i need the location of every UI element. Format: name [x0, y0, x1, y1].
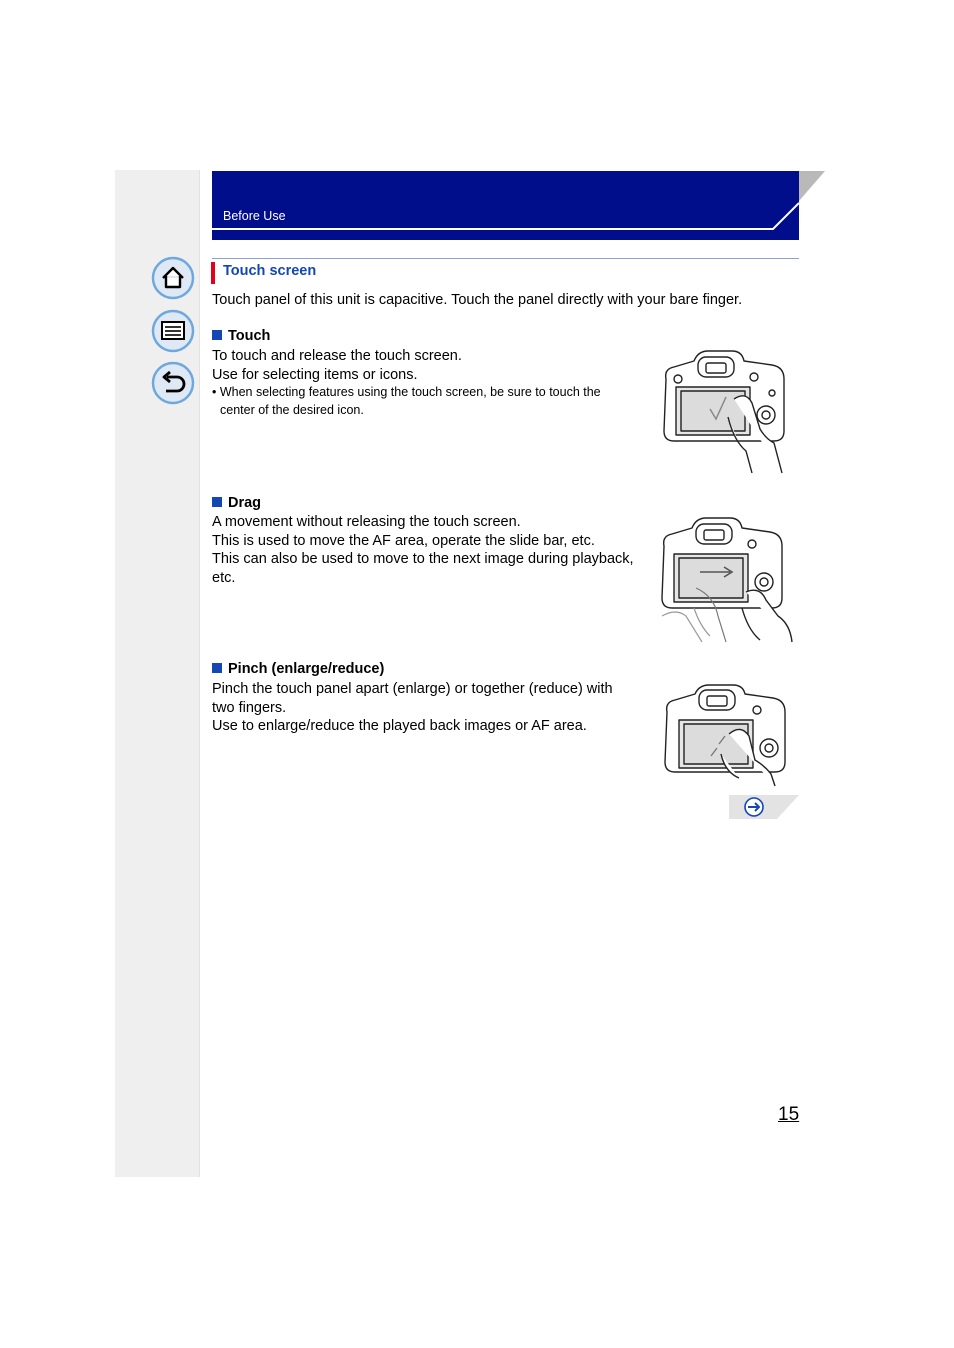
- drag-line: This can also be used to move to the next image during playback,: [212, 551, 634, 567]
- touch-illustration: [656, 349, 788, 475]
- pinch-illustration: [659, 684, 791, 788]
- square-bullet-icon: [212, 663, 222, 673]
- drag-heading: Drag: [212, 495, 261, 511]
- back-button[interactable]: [151, 361, 195, 405]
- chapter-header: [212, 171, 799, 240]
- square-bullet-icon: [212, 330, 222, 340]
- touch-note-line: center of the desired icon.: [220, 403, 364, 417]
- intro-text: Touch panel of this unit is capacitive. Touch the panel directly with your bare finger.: [212, 292, 743, 308]
- page-number: 15: [778, 1104, 800, 1125]
- header-corner-decoration: [799, 171, 825, 211]
- menu-button[interactable]: [151, 309, 195, 353]
- home-icon: [151, 256, 195, 300]
- drag-illustration: [656, 516, 794, 644]
- touch-note: [212, 383, 601, 419]
- square-bullet-icon: [212, 497, 222, 507]
- pinch-line: Pinch the touch panel apart (enlarge) or together (reduce) with: [212, 681, 613, 697]
- section-rule: [212, 258, 799, 259]
- touch-heading: Touch: [212, 328, 270, 344]
- drag-line: This is used to move the AF area, operate the slide bar, etc.: [212, 532, 595, 549]
- pinch-heading: Pinch (enlarge/reduce): [212, 661, 384, 677]
- next-arrow-icon: [729, 795, 799, 819]
- drag-line: A movement without releasing the touch screen.: [212, 514, 521, 530]
- section-marker: [211, 262, 215, 284]
- touch-line: Use for selecting items or icons.: [212, 366, 418, 383]
- section-title: Touch screen: [223, 263, 317, 279]
- chapter-label: Before Use: [223, 209, 286, 223]
- back-arrow-icon: [151, 361, 195, 405]
- menu-list-icon: [151, 309, 195, 353]
- touch-line: To touch and release the touch screen.: [212, 348, 462, 364]
- touch-note-line: • When selecting features using the touch screen, be sure to touch the: [212, 385, 601, 399]
- next-page-button[interactable]: [729, 795, 799, 819]
- pinch-line: two fingers.: [212, 699, 287, 716]
- pinch-line: Use to enlarge/reduce the played back images or AF area.: [212, 718, 587, 734]
- drag-line: etc.: [212, 569, 236, 586]
- home-button[interactable]: [151, 256, 195, 300]
